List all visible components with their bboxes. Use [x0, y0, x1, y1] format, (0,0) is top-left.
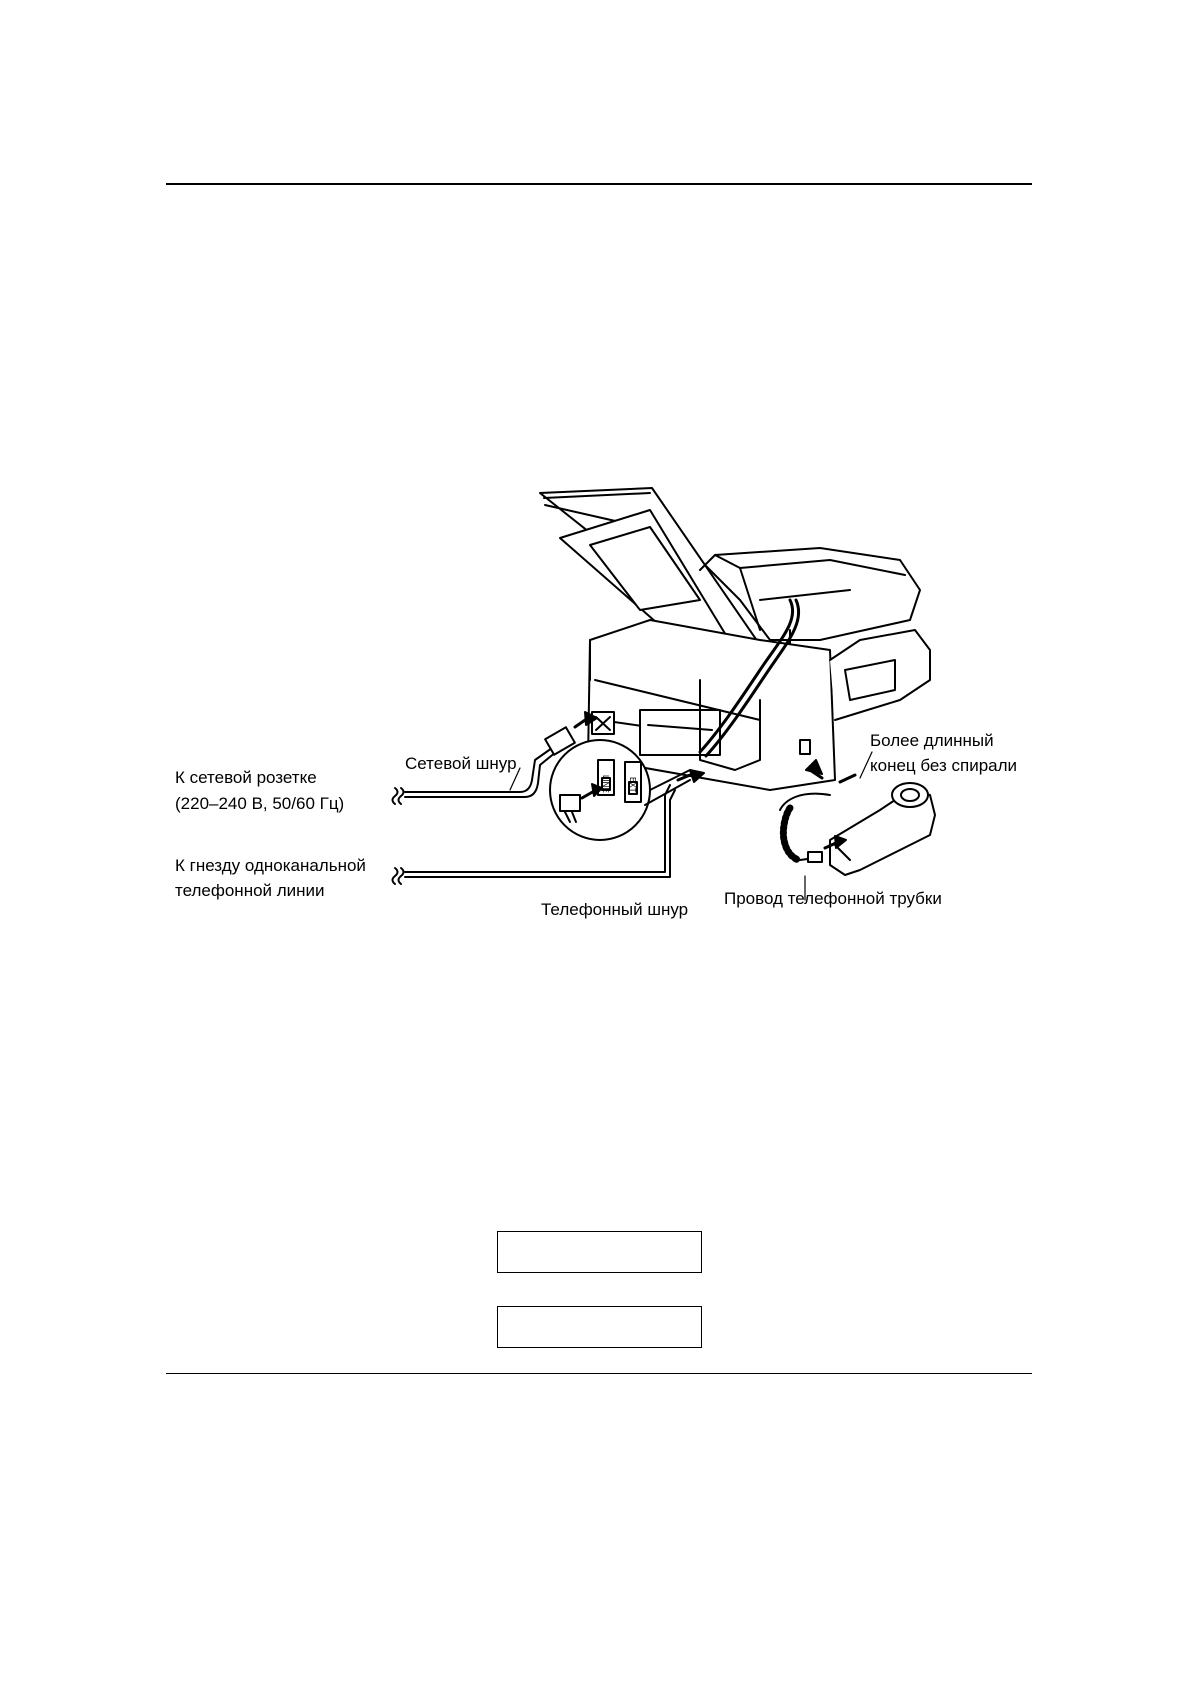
jack-ext-label: EXT	[628, 777, 637, 793]
power-outlet-label-2: (220–240 В, 50/60 Гц)	[175, 794, 345, 813]
phone-cord-label: Телефонный шнур	[541, 900, 689, 919]
bottom-rule	[166, 1373, 1032, 1374]
power-outlet-label-1: К сетевой розетке	[175, 768, 317, 787]
phone-line-label-2: телефонной линии	[175, 881, 325, 900]
jack-line-label: LINE	[601, 775, 610, 793]
handset-cord-label: Провод телефонной трубки	[724, 889, 942, 908]
power-cord-label: Сетевой шнур	[405, 754, 517, 773]
phone-line-label-1: К гнезду одноканальной	[175, 856, 366, 875]
handset	[830, 783, 935, 875]
longer-end-label-1: Более длинный	[870, 731, 994, 750]
longer-end-label-2: конец без спирали	[870, 756, 1018, 775]
empty-box-top	[497, 1231, 702, 1273]
empty-box-bottom	[497, 1306, 702, 1348]
